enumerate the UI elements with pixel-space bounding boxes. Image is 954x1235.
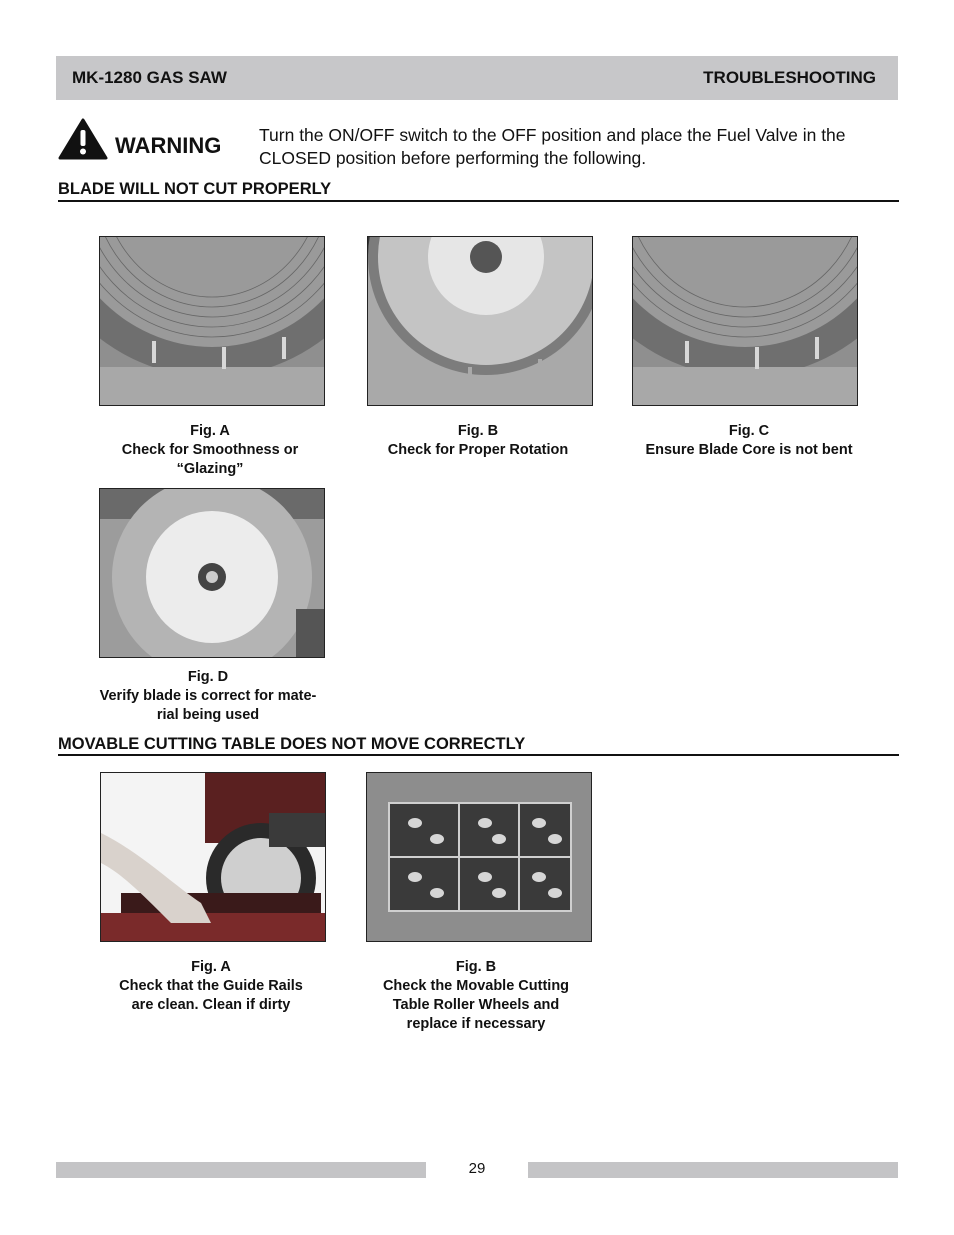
caption-fig-label: Fig. C — [728, 423, 770, 439]
section-title: TROUBLESHOOTING — [703, 68, 876, 87]
warning-text: Turn the ON/OFF switch to the OFF position and place the Fuel Valve in the CLOSED position before performing the following. — [259, 125, 846, 168]
caption-line: are clean. Clean if dirty — [131, 997, 291, 1013]
footer-bar-left — [56, 1162, 426, 1178]
section-rule — [58, 200, 899, 202]
caption-fig-label: Fig. A — [190, 423, 230, 439]
photo-blade-type — [99, 488, 325, 658]
photo-guide-rails — [100, 772, 326, 942]
caption-line: “Glazing” — [176, 461, 244, 477]
caption-fig-d — [80, 668, 336, 725]
page-number: 29 — [468, 1160, 486, 1177]
caption-line: Check for Smoothness or — [121, 442, 299, 458]
caption-line: Check for Proper Rotation — [387, 442, 569, 458]
manual-title: MK-1280 GAS SAW — [72, 68, 227, 87]
caption-guide-rails — [96, 958, 326, 1015]
photo-blade-glazing — [99, 236, 325, 406]
caption-line: Check that the Guide Rails — [119, 978, 303, 994]
caption-line: Check the Movable Cutting — [382, 978, 570, 994]
caption-line: rial being used — [156, 707, 260, 723]
caption-fig-c — [624, 422, 874, 460]
caption-line: Table Roller Wheels and — [392, 997, 560, 1013]
photo-blade-rotation — [367, 236, 593, 406]
section-heading-table: MOVABLE CUTTING TABLE DOES NOT MOVE CORRECTLY — [58, 735, 526, 753]
page-header — [56, 56, 898, 100]
photo-table-wheels — [366, 772, 592, 942]
footer-bar-right — [528, 1162, 898, 1178]
warning-label: WARNING — [115, 133, 222, 158]
caption-fig-label: Fig. B — [457, 423, 499, 439]
section-heading-blade: BLADE WILL NOT CUT PROPERLY — [58, 180, 332, 198]
caption-fig-b — [363, 422, 593, 460]
warning-triangle-icon — [58, 118, 108, 160]
caption-table-wheels — [361, 958, 591, 1034]
caption-fig-label: Fig. B — [455, 959, 497, 975]
caption-fig-label: Fig. D — [187, 669, 229, 685]
caption-line: replace if necessary — [406, 1016, 546, 1032]
caption-line: Verify blade is correct for mate- — [99, 688, 317, 704]
section-rule — [58, 754, 899, 756]
photo-blade-core — [632, 236, 858, 406]
caption-fig-label: Fig. A — [191, 959, 231, 975]
caption-line: Ensure Blade Core is not bent — [645, 442, 853, 458]
caption-fig-a — [95, 422, 325, 479]
